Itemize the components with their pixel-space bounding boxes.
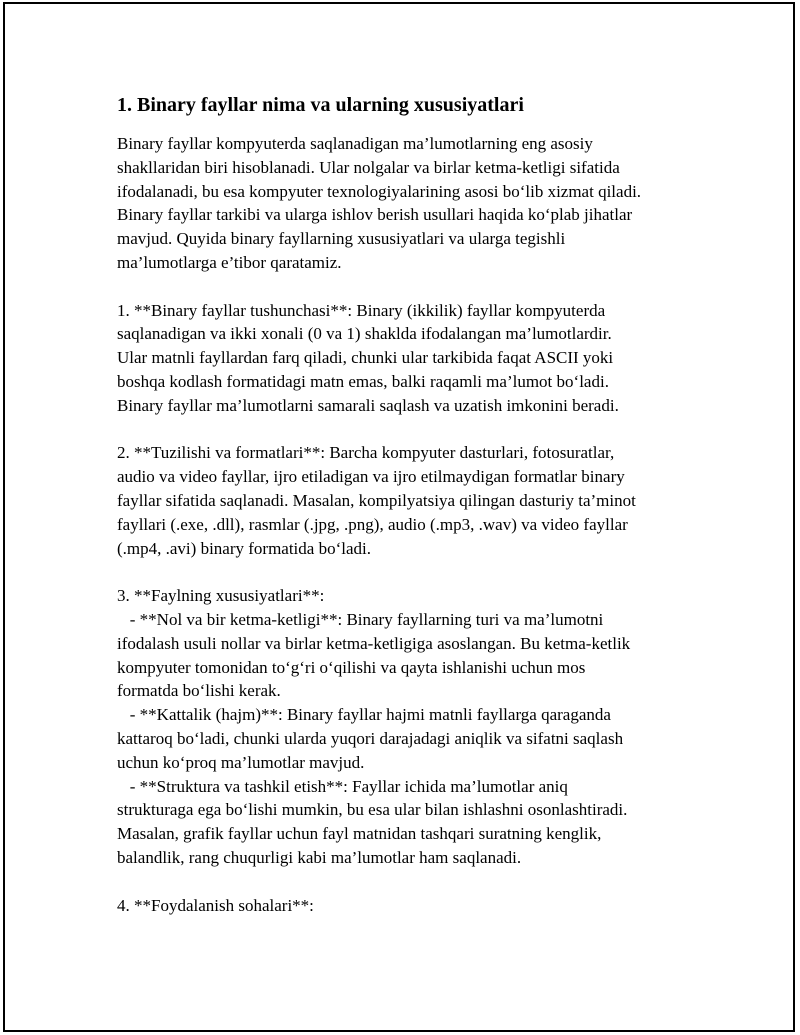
text-line: mavjud. Quyida binary fayllarning xususiyatlari va ularga tegishli	[117, 229, 566, 249]
text-line: fayllar sifatida saqlanadi. Masalan, kompilyatsiya qilingan dasturiy ta’minot	[117, 490, 636, 510]
text-line: shakllaridan biri hisoblanadi. Ular nolgalar va birlar ketma-ketligi sifatida	[117, 157, 620, 177]
blank-line	[117, 560, 717, 584]
text-line: balandlik, rang chuqurligi kabi ma’lumotlar ham saqlanadi.	[117, 847, 522, 867]
text-line: ma’lumotlarga e’tibor qaratamiz.	[117, 252, 342, 272]
text-line: formatda bo‘lishi kerak.	[117, 681, 281, 701]
blank-line	[117, 418, 717, 442]
text-line: uchun ko‘proq ma’lumotlar mavjud.	[117, 752, 365, 772]
text-line: 4. **Foydalanish sohalari**:	[117, 895, 314, 915]
text-lines	[117, 132, 717, 917]
text-line: strukturaga ega bo‘lishi mumkin, bu esa ular bilan ishlashni osonlashtiradi.	[117, 800, 628, 820]
blank-line	[117, 870, 717, 894]
text-line: audio va video fayllar, ijro etiladigan va ijro etilmaydigan formatlar binary	[117, 467, 625, 487]
text-line: boshqa kodlash formatidagi matn emas, balki raqamli ma’lumot bo‘ladi.	[117, 371, 609, 391]
text-line: Binary fayllar ma’lumotlarni samarali saqlash va uzatish imkonini beradi.	[117, 395, 619, 415]
text-line: ifodalanadi, bu esa kompyuter texnologiyalarining asosi bo‘lib xizmat qiladi.	[117, 181, 642, 201]
text-line: Masalan, grafik fayllar uchun fayl matnidan tashqari suratning kenglik,	[117, 824, 602, 844]
text-line: 1. **Binary fayllar tushunchasi**: Binary (ikkilik) fayllar kompyuterda	[117, 300, 606, 320]
text-line: ifodalash usuli nollar va birlar ketma-ketligiga asoslangan. Bu ketma-ketlik	[117, 633, 631, 653]
text-line: fayllari (.exe, .dll), rasmlar (.jpg, .png), audio (.mp3, .wav) va video fayllar	[117, 514, 628, 534]
text-line: 3. **Faylning xususiyatlari**:	[117, 586, 325, 606]
text-line: - **Nol va bir ketma-ketligi**: Binary fayllarning turi va ma’lumotni	[117, 609, 604, 629]
text-line: Binary fayllar tarkibi va ularga ishlov berish usullari haqida ko‘plab jihatlar	[117, 205, 633, 225]
text-line: Binary fayllar kompyuterda saqlanadigan ma’lumotlarning eng asosiy	[117, 134, 593, 153]
text-line: kompyuter tomonidan to‘g‘ri o‘qilishi va qayta ishlanishi uchun mos	[117, 657, 586, 677]
text-line: - **Struktura va tashkil etish**: Fayllar ichida ma’lumotlar aniq	[117, 776, 568, 796]
section-heading: 1. Binary fayllar nima va ularning xususiyatlari	[117, 94, 524, 116]
document-body	[117, 92, 717, 917]
text-line: (.mp4, .avi) binary formatida bo‘ladi.	[117, 538, 371, 558]
text-line: - **Kattalik (hajm)**: Binary fayllar hajmi matnli fayllarga qaraganda	[117, 705, 611, 725]
text-line: Ular matnli fayllardan farq qiladi, chunki ular tarkibida faqat ASCII yoki	[117, 348, 614, 368]
blank-line	[117, 275, 717, 299]
text-line: 2. **Tuzilishi va formatlari**: Barcha kompyuter dasturlari, fotosuratlar,	[117, 443, 615, 463]
text-line: saqlanadigan va ikki xonali (0 va 1) shaklda ifodalangan ma’lumotlardir.	[117, 324, 612, 344]
text-line: kattaroq bo‘ladi, chunki ularda yuqori darajadagi aniqlik va sifatni saqlash	[117, 728, 624, 748]
